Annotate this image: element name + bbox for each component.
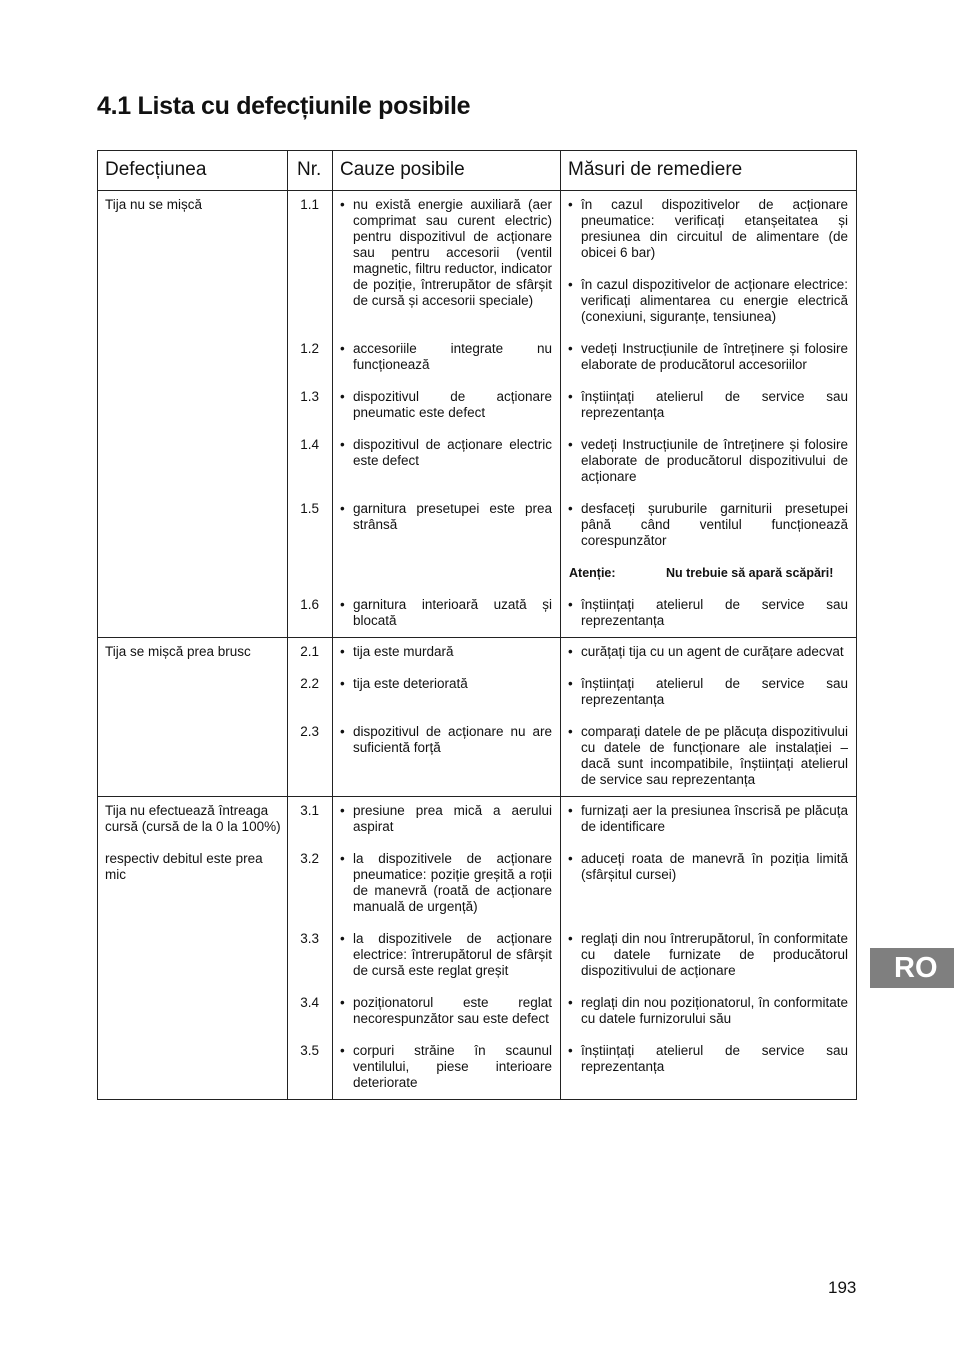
header-defect: Defecțiunea — [98, 151, 288, 190]
remedy-cell — [561, 676, 856, 708]
row-number: 1.1 — [300, 197, 319, 212]
cause-column — [333, 638, 561, 796]
row-number: 1.5 — [300, 501, 319, 516]
remedy-item: • aduceți roata de manevră în poziția limită (sfârșitul cursei) — [561, 851, 856, 883]
cause-item: • la dispozitivele de acționare pneumatice: poziție greșită a roții de manevră (roată de acționare manuală de urgență) — [333, 851, 560, 915]
cause-item: • accesoriile integrate nu funcționează — [333, 341, 560, 373]
cause-item: • la dispozitivele de acționare electrice: întrerupătorul de sfârșit de cursă este reglat greșit — [333, 931, 560, 979]
row-number: 1.3 — [300, 389, 319, 404]
header-remedies: Măsuri de remediere — [568, 159, 743, 180]
table-header — [98, 151, 856, 191]
row-number: 3.5 — [300, 1043, 319, 1058]
remedy-cell — [561, 803, 856, 835]
remedy-item: • vedeți Instrucțiunile de întreținere și folosire elaborate de producătorul dispozitivului de acționare — [561, 437, 856, 485]
remedy-cell — [561, 1043, 856, 1091]
cause-item: • garnitura interioară uzată și blocată — [333, 597, 560, 629]
remedy-cell — [561, 851, 856, 915]
remedy-item: • în cazul dispozitivelor de acționare electrice: verificați alimentarea cu energie electrică (conexiuni, siguranțe, tensiunea) — [561, 277, 856, 325]
nr-column — [288, 191, 333, 637]
defect-text: Tija nu efectuează întreaga cursă (cursă de la 0 la 100%) — [105, 803, 281, 834]
warning-text: Nu trebuie să apară scăpări! — [666, 566, 834, 580]
header-nr: Nr. — [288, 151, 333, 190]
remedy-item: • reglați din nou poziționatorul, în conformitate cu datele furnizorului său — [561, 995, 856, 1027]
language-tab: RO — [870, 948, 954, 988]
fault-group — [98, 797, 856, 1099]
cause-item: • tija este murdară — [333, 644, 560, 660]
remedy-item: • reglați din nou întrerupătorul, în conformitate cu datele furnizate de producătorul dispozitivului de acționare — [561, 931, 856, 979]
page-heading: 4.1 Lista cu defecțiunile posibile — [97, 92, 471, 120]
remedy-item: • vedeți Instrucțiunile de întreținere și folosire elaborate de producătorul accesoriilor — [561, 341, 856, 373]
cause-item: • poziționatorul este reglat necorespunzător sau este defect — [333, 995, 560, 1027]
defect-text: respectiv debitul este prea mic — [105, 851, 263, 882]
nr-column — [288, 797, 333, 1099]
cause-item: • nu există energie auxiliară (aer comprimat sau curent electric) pentru dispozitivul de acționare sau pentru accesorii (ventil magnetic, filtru reductor, indicator de poziție, întrerupător de sfârșit de cursă și accesorii speciale) — [333, 197, 560, 325]
remedy-cell — [561, 644, 856, 660]
cause-column — [333, 191, 561, 637]
row-number: 1.4 — [300, 437, 319, 452]
remedy-column — [561, 191, 856, 637]
cause-item: • dispozitivul de acționare electric este defect — [333, 437, 560, 485]
cause-item: • corpuri străine în scaunul ventilului, piese interioare deteriorate — [333, 1043, 560, 1091]
remedy-item: • înștiințați atelierul de service sau reprezentanța — [561, 597, 856, 629]
row-number: 3.4 — [300, 995, 319, 1010]
defect-cell — [98, 797, 288, 1099]
defect-cell — [98, 638, 288, 796]
cause-item: • presiune prea mică a aerului aspirat — [333, 803, 560, 835]
remedy-item: • comparați datele de pe plăcuța dispozitivului cu datele de funcționare ale instalației – dacă sunt incompatibile, înștiințați atelierul de service sau reprezentanța — [561, 724, 856, 788]
row-number: 3.2 — [300, 851, 319, 866]
row-number: 2.2 — [300, 676, 319, 691]
page-number: 193 — [828, 1278, 857, 1297]
fault-group — [98, 638, 856, 797]
remedy-cell — [561, 597, 856, 629]
row-number: 3.1 — [300, 803, 319, 818]
row-number: 1.2 — [300, 341, 319, 356]
remedy-cell — [561, 724, 856, 788]
cause-column — [333, 797, 561, 1099]
remedy-item: • furnizați aer la presiunea înscrisă pe plăcuța de identificare — [561, 803, 856, 835]
nr-column — [288, 638, 333, 796]
remedy-cell — [561, 341, 856, 373]
cause-item: • dispozitivul de acționare nu are suficientă forță — [333, 724, 560, 788]
defect-text: Tija nu se mișcă — [105, 197, 203, 212]
defect-cell — [98, 191, 288, 637]
row-number: 1.6 — [300, 597, 319, 612]
row-number: 3.3 — [300, 931, 319, 946]
remedy-cell — [561, 501, 856, 581]
row-number: 2.3 — [300, 724, 319, 739]
remedy-cell — [561, 437, 856, 485]
row-number: 2.1 — [300, 644, 319, 659]
cause-item: • tija este deteriorată — [333, 676, 560, 708]
remedy-item: • înștiințați atelierul de service sau reprezentanța — [561, 389, 856, 421]
warning-label: Atenție: — [569, 566, 616, 580]
defect-text: Tija se mișcă prea brusc — [105, 644, 251, 659]
remedy-item: • înștiințați atelierul de service sau reprezentanța — [561, 676, 856, 708]
remedy-item: • curățați tija cu un agent de curățare adecvat — [561, 644, 856, 660]
remedy-column — [561, 797, 856, 1099]
cause-item: • garnitura presetupei este prea strânsă — [333, 501, 560, 581]
remedy-item: • desfaceți șuruburile garniturii presetupei până când ventilul funcționează corespunzător — [561, 501, 856, 549]
cause-item: • dispozitivul de acționare pneumatic este defect — [333, 389, 560, 421]
remedy-cell — [561, 931, 856, 979]
remedy-item: • în cazul dispozitivelor de acționare pneumatice: verificați etanșeitatea și presiunea din circuitul de alimentare (de obicei 6 bar) — [561, 197, 856, 261]
remedy-column — [561, 638, 856, 796]
remedy-cell — [561, 995, 856, 1027]
remedy-item: • înștiințați atelierul de service sau reprezentanța — [561, 1043, 856, 1075]
remedy-cell — [561, 197, 856, 325]
fault-table — [97, 150, 857, 1100]
fault-group — [98, 191, 856, 638]
warning-note — [561, 565, 856, 581]
header-causes: Cauze posibile — [333, 151, 561, 190]
remedy-cell — [561, 389, 856, 421]
